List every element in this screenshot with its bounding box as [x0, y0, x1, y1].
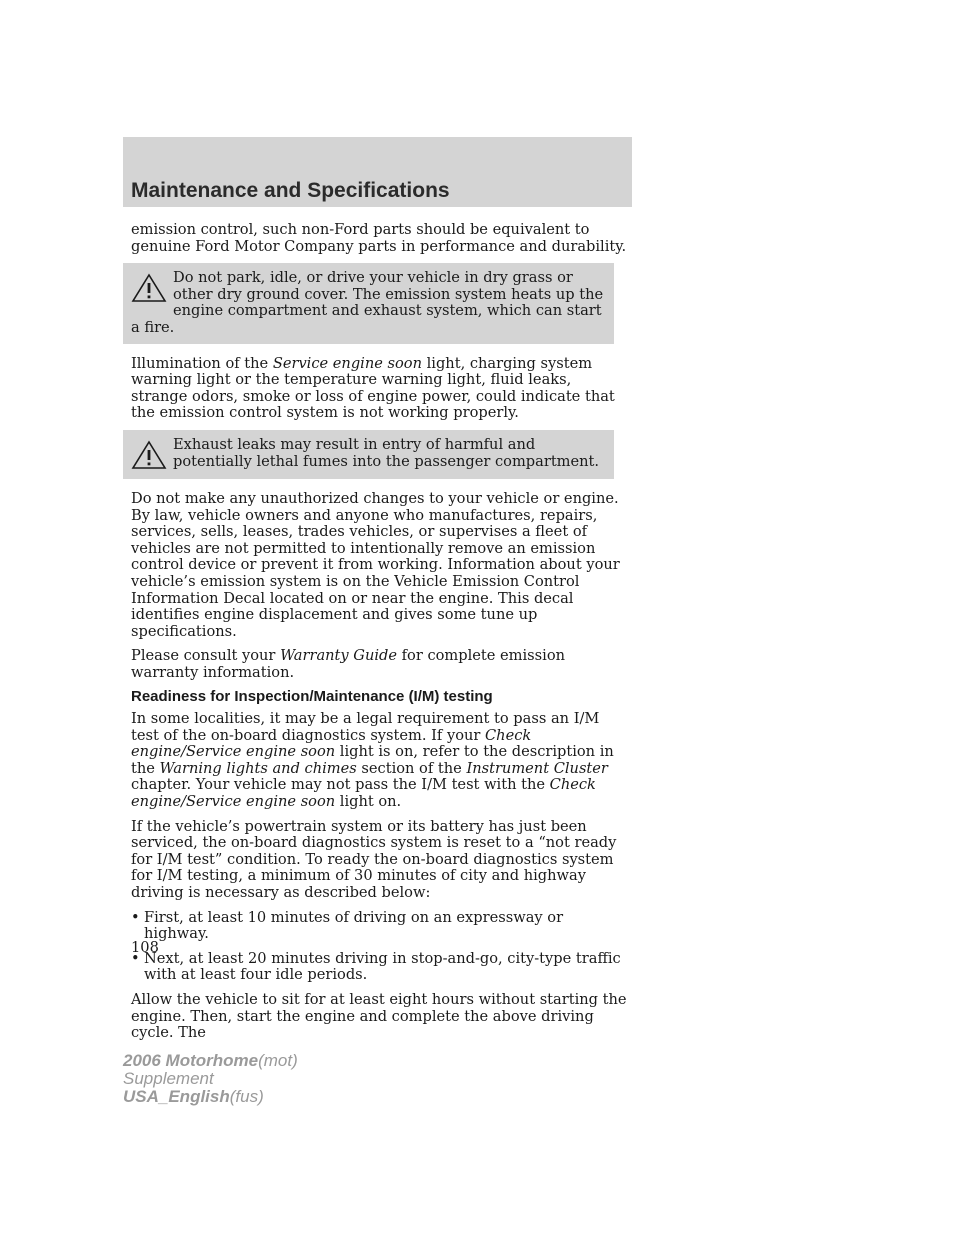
warning-box-dry-grass: [123, 263, 614, 343]
paragraph-im-test: In some localities, it may be a legal requirement to pass an I/M test of the on-board diagnostics system. If your Check engine/Service engine soon light is on, refer to the description in the Warning lights and chimes section of the Instrument Cluster chapter. Your vehicle may not pass the I/M test with the Check engine/Service engine soon light on.: [131, 710, 614, 811]
paragraph-allow-vehicle: Allow the vehicle to sit for at least eight hours without starting the engine. Then, start the engine and complete the above driving cycle. The: [131, 990, 627, 1042]
heading-im-testing: Readiness for Inspection/Maintenance (I/M) testing: [131, 688, 493, 706]
section-header-band: [123, 137, 632, 207]
warning-text: Do not park, idle, or drive your vehicle in dry grass or other dry ground cover. The emission system heats up the engine compartment and exhaust system, which can start a fire.: [131, 269, 604, 336]
paragraph-emission-parts: emission control, such non-Ford parts should be equivalent to genuine Ford Motor Company parts in performance and durability.: [131, 221, 627, 255]
warning-triangle-icon: [131, 273, 167, 303]
footer-line-2: Supplement: [123, 1069, 214, 1088]
list-item: • First, at least 10 minutes of driving on an expressway or highway.: [131, 910, 631, 943]
list-item: • Next, at least 20 minutes driving in stop-and-go, city-type traffic with at least four idle periods.: [131, 951, 631, 984]
driving-cycle-list: [131, 910, 631, 984]
page-content: [131, 222, 631, 1050]
document-footer: [123, 1052, 298, 1106]
paragraph-warranty: Please consult your Warranty Guide for complete emission warranty information.: [131, 647, 565, 681]
footer-line-3: USA_English(fus): [123, 1087, 264, 1106]
footer-line-1: 2006 Motorhome(mot): [123, 1051, 298, 1070]
section-title: Maintenance and Specifications: [131, 179, 450, 202]
paragraph-illumination: Illumination of the Service engine soon light, charging system warning light or the temperature warning light, fluid leaks, strange odors, smoke or loss of engine power, could indicate that the emission control system is not working properly.: [131, 354, 615, 422]
warning-box-exhaust: [123, 430, 614, 479]
warning-text: Exhaust leaks may result in entry of harmful and potentially lethal fumes into the passenger compartment.: [173, 435, 600, 470]
paragraph-powertrain: If the vehicle’s powertrain system or its battery has just been serviced, the on-board diagnostics system is reset to a “not ready for I/M test” condition. To ready the on-board diagnostics system for I/M testing, a minimum of 30 minutes of city and highway driving is necessary as described below:: [131, 817, 617, 901]
paragraph-unauthorized-changes: Do not make any unauthorized changes to your vehicle or engine. By law, vehicle owners and anyone who manufactures, repairs, services, sells, leases, trades vehicles, or supervises a fleet of vehicles are not permitted to intentionally remove an emission control device or prevent it from working. Information about your vehicle’s emission system is on the Vehicle Emission Control Information Decal located on or near the engine. This decal identifies engine displacement and gives some tune up specifications.: [131, 489, 620, 640]
warning-triangle-icon: [131, 440, 167, 470]
page-number: 108: [131, 939, 159, 956]
